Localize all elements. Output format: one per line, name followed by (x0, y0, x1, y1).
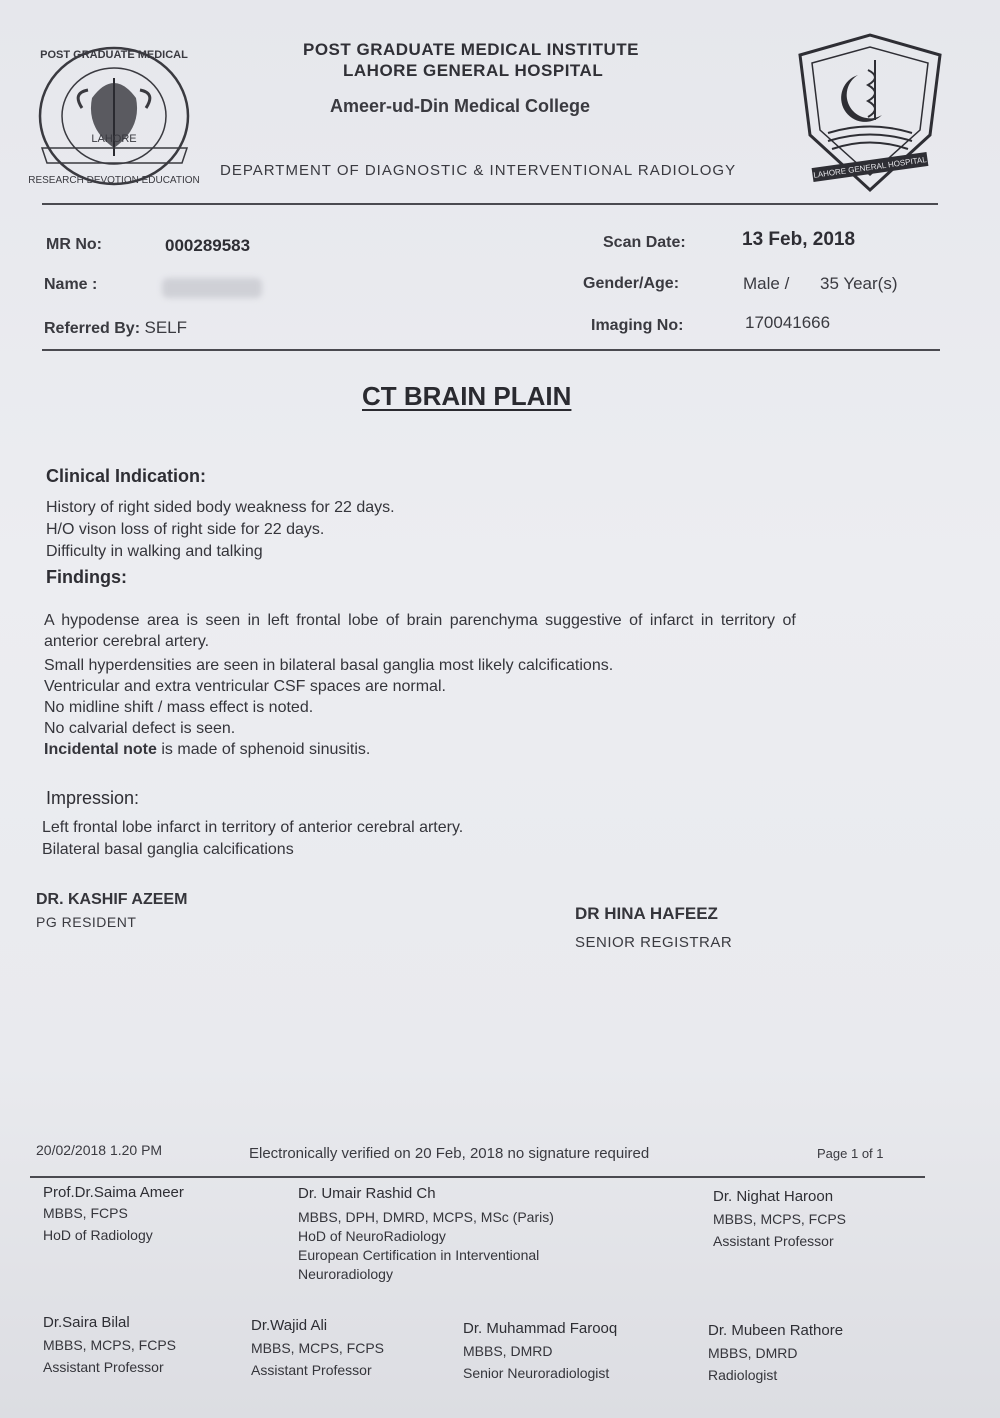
clinical-line: H/O vison loss of right side for 22 days. (46, 521, 325, 538)
clinical-indication-heading: Clinical Indication: (46, 466, 207, 486)
impression-line: Left frontal lobe infarct in territory of anterior cerebral artery. (42, 819, 464, 836)
faculty-qualification: MBBS, DMRD (708, 1345, 798, 1361)
report-title: CT BRAIN PLAIN (362, 381, 572, 411)
faculty-name: Dr. Nighat Haroon (713, 1188, 834, 1205)
gender-value: Male / (743, 274, 790, 293)
finding-line: Small hyperdensities are seen in bilateral basal ganglia most likely calcifications. (44, 657, 614, 674)
finding-line: Ventricular and extra ventricular CSF spaces are normal. (44, 678, 446, 695)
finding-line: No calvarial defect is seen. (44, 720, 236, 737)
age-value: 35 Year(s) (820, 274, 898, 293)
registrar-name: DR HINA HAFEEZ (575, 904, 718, 923)
faculty-title: European Certification in Interventional (298, 1247, 540, 1263)
scan-date-label: Scan Date: (603, 234, 686, 251)
incidental-bold: Incidental note (44, 741, 157, 758)
faculty-name: Dr.Saira Bilal (43, 1314, 130, 1331)
faculty-card (463, 1320, 617, 1383)
svg-text:LAHORE GENERAL HOSPITAL: LAHORE GENERAL HOSPITAL (812, 155, 928, 180)
faculty-card (251, 1317, 384, 1380)
footer-divider (30, 1176, 925, 1178)
registrar-role: SENIOR REGISTRAR (575, 934, 733, 951)
faculty-card (298, 1185, 554, 1284)
faculty-title: Radiologist (708, 1367, 778, 1383)
faculty-name: Dr. Muhammad Farooq (463, 1320, 618, 1337)
faculty-title: Neuroradiology (298, 1266, 393, 1282)
pgmi-seal-icon (22, 38, 207, 198)
clinical-line: History of right sided body weakness for 22 days. (46, 499, 395, 516)
faculty-title: HoD of Radiology (43, 1227, 153, 1243)
faculty-title: Assistant Professor (251, 1362, 372, 1378)
faculty-name: Dr. Mubeen Rathore (708, 1322, 844, 1339)
impression-heading: Impression: (46, 788, 140, 808)
svg-text:LAHORE: LAHORE (91, 133, 137, 145)
college-name: Ameer-ud-Din Medical College (330, 96, 591, 116)
mr-value: 000289583 (165, 236, 251, 255)
faculty-card (713, 1188, 846, 1251)
hospital-name: LAHORE GENERAL HOSPITAL (343, 61, 604, 80)
name-label: Name : (44, 276, 98, 293)
impression-line: Bilateral basal ganglia calcifications (42, 841, 294, 858)
faculty-qualification: MBBS, FCPS (43, 1205, 128, 1221)
svg-text:POST GRADUATE MEDICAL: POST GRADUATE MEDICAL (40, 49, 188, 61)
faculty-title: Senior Neuroradiologist (463, 1365, 610, 1381)
faculty-title: HoD of NeuroRadiology (298, 1228, 446, 1244)
faculty-name: Dr.Wajid Ali (251, 1317, 328, 1334)
header-divider (42, 203, 938, 205)
page-number: Page 1 of 1 (817, 1146, 884, 1161)
finding-line: No midline shift / mass effect is noted. (44, 699, 314, 716)
faculty-qualification: MBBS, MCPS, FCPS (713, 1211, 847, 1227)
faculty-name: Prof.Dr.Saima Ameer (43, 1184, 184, 1201)
clinical-line: Difficulty in walking and talking (46, 543, 263, 560)
gender-age-label: Gender/Age: (583, 275, 680, 292)
imaging-no-label: Imaging No: (591, 317, 684, 334)
info-divider (42, 349, 940, 351)
faculty-qualification: MBBS, DMRD (463, 1343, 553, 1359)
finding-line: anterior cerebral artery. (44, 633, 210, 650)
faculty-card (708, 1322, 843, 1385)
faculty-title: Assistant Professor (43, 1359, 164, 1375)
finding-line: A hypodense area is seen in left frontal lobe of brain parenchyma suggestive of infarct in territory of (44, 612, 796, 629)
redacted-name (162, 278, 262, 298)
scan-date-value: 13 Feb, 2018 (742, 229, 856, 250)
mr-label: MR No: (46, 236, 102, 253)
faculty-title: Assistant Professor (713, 1233, 834, 1249)
print-timestamp: 20/02/2018 1.20 PM (36, 1142, 163, 1158)
faculty-qualification: MBBS, MCPS, FCPS (43, 1337, 177, 1353)
verification-note: Electronically verified on 20 Feb, 2018 no signature required (249, 1145, 650, 1162)
imaging-no-value: 170041666 (745, 313, 831, 332)
faculty-qualification: MBBS, MCPS, FCPS (251, 1340, 385, 1356)
institute-name: POST GRADUATE MEDICAL INSTITUTE (303, 40, 639, 59)
findings-heading: Findings: (46, 567, 127, 587)
incidental-note (44, 739, 370, 760)
referred-by (44, 318, 187, 338)
faculty-qualification: MBBS, DPH, DMRD, MCPS, MSc (Paris) (298, 1209, 554, 1225)
referred-label: Referred By: (44, 320, 141, 337)
resident-name: DR. KASHIF AZEEM (36, 891, 188, 908)
referred-value: SELF (144, 318, 188, 337)
faculty-card (43, 1314, 176, 1377)
faculty-name: Dr. Umair Rashid Ch (298, 1185, 436, 1202)
department-name: DEPARTMENT OF DIAGNOSTIC & INTERVENTIONAL RADIOLOGY (220, 162, 737, 179)
faculty-card (43, 1184, 184, 1245)
svg-text:RESEARCH DEVOTION EDUCATION: RESEARCH DEVOTION EDUCATION (28, 175, 200, 186)
resident-role: PG RESIDENT (36, 914, 137, 930)
incidental-rest: is made of sphenoid sinusitis. (161, 741, 371, 758)
lgh-crest-icon (790, 15, 950, 195)
